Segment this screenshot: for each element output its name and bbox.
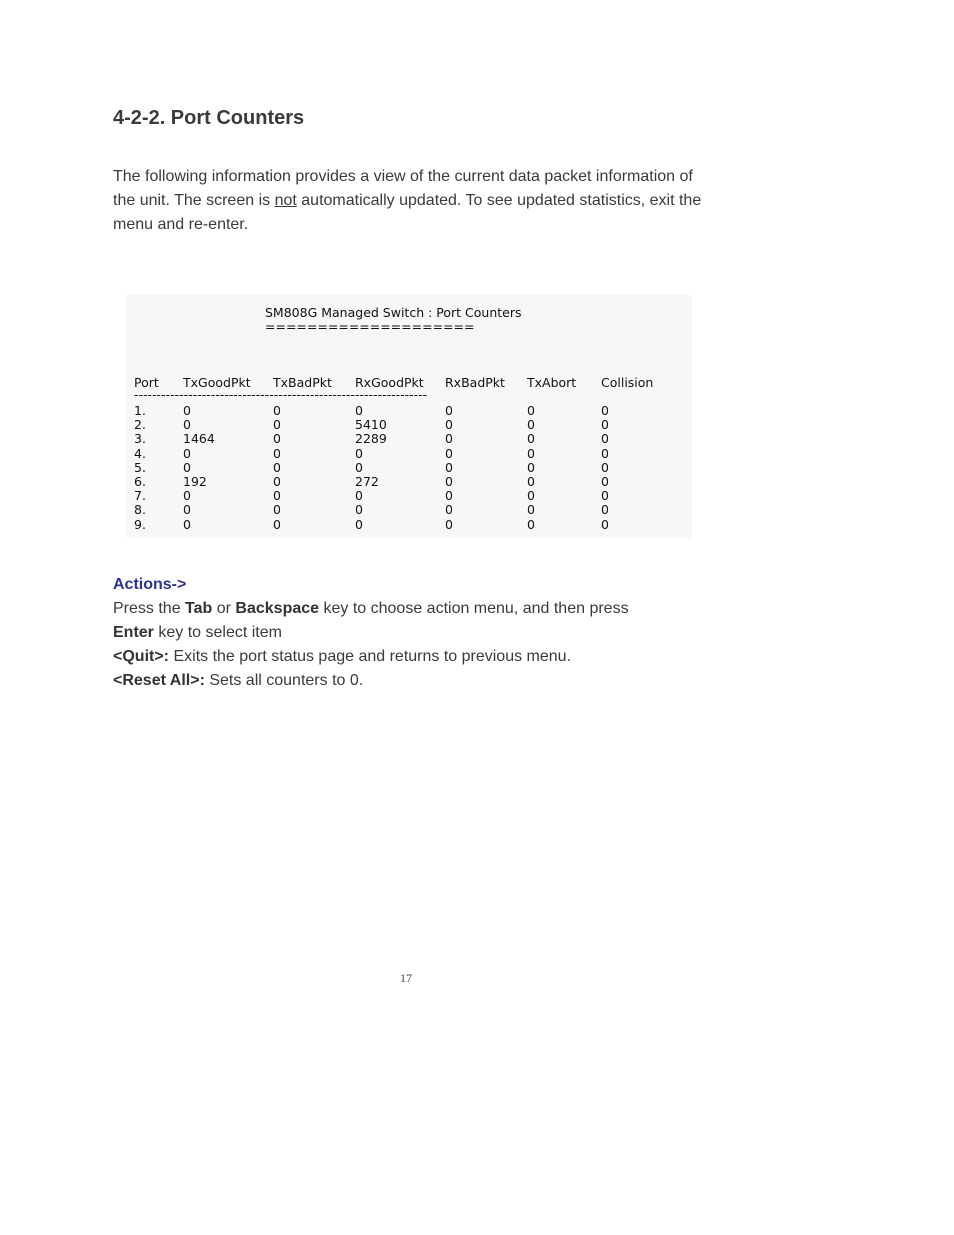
table-row <box>134 473 609 489</box>
actions-text: key to select item <box>153 624 282 641</box>
txgoodpkt-cell: 0 <box>183 403 191 418</box>
collision-cell: 0 <box>601 417 609 433</box>
rxgoodpkt-cell: 272 <box>355 473 379 489</box>
rxgoodpkt-cell: 0 <box>355 459 363 475</box>
counter-table-body <box>134 403 609 532</box>
txbadpkt-cell: 0 <box>273 431 281 447</box>
table-header-row <box>134 375 654 390</box>
txbadpkt-cell: 0 <box>273 473 281 489</box>
txabort-cell: 0 <box>527 403 535 418</box>
actions-keys-line <box>113 597 733 645</box>
intro-underlined-word: not <box>274 192 297 209</box>
port-cell: 9. <box>134 516 146 532</box>
rxbadpkt-cell: 0 <box>445 502 453 518</box>
port-cell: 8. <box>134 502 146 518</box>
actions-text: key to choose action menu, and then press <box>319 600 629 617</box>
column-header-rxgoodpkt: RxGoodPkt <box>355 375 424 390</box>
rxgoodpkt-cell: 0 <box>355 403 363 418</box>
txgoodpkt-cell: 0 <box>183 417 191 433</box>
table-row <box>134 516 609 532</box>
txbadpkt-cell: 0 <box>273 417 281 433</box>
txabort-cell: 0 <box>527 516 535 532</box>
txbadpkt-cell: 0 <box>273 445 281 461</box>
rxbadpkt-cell: 0 <box>445 516 453 532</box>
column-header-txbadpkt: TxBadPkt <box>273 375 332 390</box>
txbadpkt-cell: 0 <box>273 403 281 418</box>
table-row <box>134 403 609 418</box>
txabort-cell: 0 <box>527 445 535 461</box>
quit-action-line <box>113 645 733 669</box>
actions-description <box>113 597 733 693</box>
terminal-title-rule: ==================== <box>265 319 475 334</box>
reset-all-action-key: <Reset All>: <box>113 672 205 689</box>
section-heading: 4-2-2. Port Counters <box>113 107 305 129</box>
backspace-key-label: Backspace <box>235 600 320 617</box>
collision-cell: 0 <box>601 502 609 518</box>
rxgoodpkt-cell: 0 <box>355 516 363 532</box>
column-header-port: Port <box>134 375 159 390</box>
reset-action-line <box>113 669 733 693</box>
rxbadpkt-cell: 0 <box>445 445 453 461</box>
enter-key-label: Enter <box>113 624 154 641</box>
txgoodpkt-cell: 1464 <box>183 431 215 447</box>
txgoodpkt-cell: 192 <box>183 473 207 489</box>
port-cell: 5. <box>134 459 146 475</box>
collision-cell: 0 <box>601 431 609 447</box>
actions-text: Press the <box>113 600 186 617</box>
column-header-txabort: TxAbort <box>527 375 577 390</box>
page-number: 17 <box>400 971 412 985</box>
table-row <box>134 417 609 433</box>
column-header-rxbadpkt: RxBadPkt <box>445 375 505 390</box>
table-row <box>134 459 609 475</box>
table-row <box>134 431 609 447</box>
rxgoodpkt-cell: 0 <box>355 488 363 504</box>
port-cell: 6. <box>134 473 146 489</box>
txbadpkt-cell: 0 <box>273 516 281 532</box>
txabort-cell: 0 <box>527 488 535 504</box>
txgoodpkt-cell: 0 <box>183 502 191 518</box>
txabort-cell: 0 <box>527 431 535 447</box>
collision-cell: 0 <box>601 445 609 461</box>
txgoodpkt-cell: 0 <box>183 516 191 532</box>
collision-cell: 0 <box>601 473 609 489</box>
collision-cell: 0 <box>601 403 609 418</box>
collision-cell: 0 <box>601 459 609 475</box>
table-row <box>134 488 609 504</box>
collision-cell: 0 <box>601 488 609 504</box>
port-cell: 7. <box>134 488 146 504</box>
port-cell: 4. <box>134 445 146 461</box>
table-row <box>134 502 609 518</box>
rxbadpkt-cell: 0 <box>445 431 453 447</box>
txabort-cell: 0 <box>527 473 535 489</box>
rxbadpkt-cell: 0 <box>445 459 453 475</box>
rxbadpkt-cell: 0 <box>445 488 453 504</box>
txbadpkt-cell: 0 <box>273 459 281 475</box>
txgoodpkt-cell: 0 <box>183 459 191 475</box>
port-cell: 1. <box>134 403 146 418</box>
tab-key-label: Tab <box>185 600 213 617</box>
reset-all-action-description: Sets all counters to 0. <box>204 672 364 689</box>
port-cell: 2. <box>134 417 146 433</box>
column-header-txgoodpkt: TxGoodPkt <box>183 375 251 390</box>
rxgoodpkt-cell: 2289 <box>355 431 387 447</box>
actions-heading: Actions-> <box>113 576 187 593</box>
table-row <box>134 445 609 461</box>
rxbadpkt-cell: 0 <box>445 403 453 418</box>
rxgoodpkt-cell: 0 <box>355 445 363 461</box>
intro-paragraph <box>113 165 713 237</box>
txbadpkt-cell: 0 <box>273 502 281 518</box>
terminal-title: SM808G Managed Switch : Port Counters <box>265 305 522 320</box>
port-cell: 3. <box>134 431 146 447</box>
rxbadpkt-cell: 0 <box>445 473 453 489</box>
txgoodpkt-cell: 0 <box>183 488 191 504</box>
txbadpkt-cell: 0 <box>273 488 281 504</box>
table-separator: ----------------------------------------------------------------- <box>134 390 428 400</box>
counter-table-header <box>134 375 654 390</box>
intro-text-part2: automatically updated. To see updated statistics, exit the menu and re-enter. <box>113 192 702 233</box>
actions-text: or <box>212 600 236 617</box>
quit-action-description: Exits the port status page and returns to previous menu. <box>169 648 572 665</box>
collision-cell: 0 <box>601 516 609 532</box>
intro-text-part1: The following information provides a view of the current data packet information of the unit. The screen is <box>113 168 693 209</box>
txgoodpkt-cell: 0 <box>183 445 191 461</box>
txabort-cell: 0 <box>527 502 535 518</box>
port-counters-screenshot <box>126 295 692 538</box>
txabort-cell: 0 <box>527 459 535 475</box>
rxbadpkt-cell: 0 <box>445 417 453 433</box>
rxgoodpkt-cell: 0 <box>355 502 363 518</box>
txabort-cell: 0 <box>527 417 535 433</box>
column-header-collision: Collision <box>601 375 654 390</box>
rxgoodpkt-cell: 5410 <box>355 417 387 433</box>
quit-action-key: <Quit>: <box>113 648 170 665</box>
